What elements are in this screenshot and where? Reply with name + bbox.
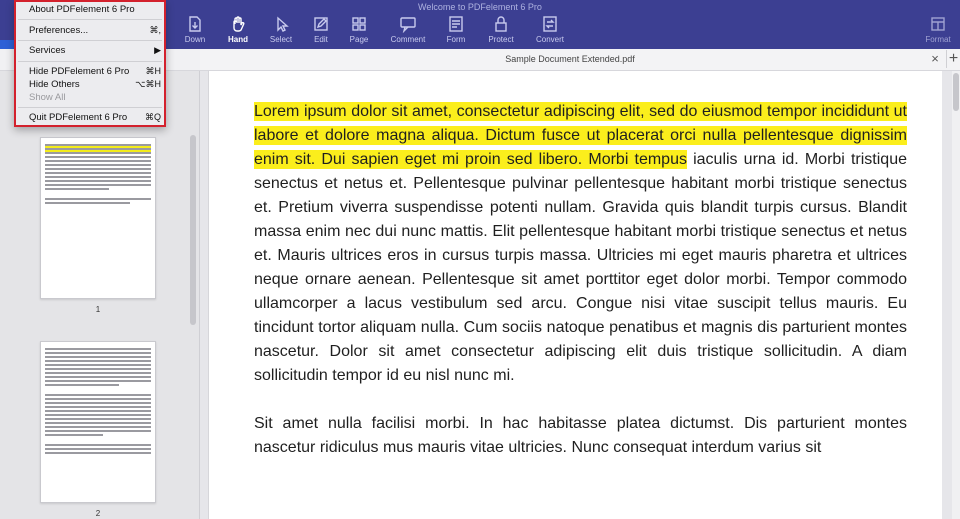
- menu-item-hide-others-shortcut: ⌥⌘H: [135, 79, 161, 89]
- comment-bubble-icon: [399, 15, 417, 33]
- menu-item-preferences[interactable]: [29, 25, 161, 36]
- menu-item-services-label: Services: [29, 45, 66, 56]
- document-tab-bar: [200, 49, 960, 71]
- paragraph-1-text: iaculis urna id. Morbi tristique senectus et netus et. Pellentesque pulvinar pellentesque habitant morbi tristique senectus et. Pretium viverra suspendisse potenti nullam. Gravida quis blandit turpis cursus. Blandit massa enim nec dui nunc mattis. Elit pellentesque habitant morbi tristique senectus et netus et. Mauris ultrices eros in cursus turpis massa. Ultricies mi eget mauris pharetra et ultrices neque ornare aenean. Pellentesque sit amet porttitor eget dolor morbi. Tempor commodo ullamcorper a lacus vestibulum sed arcu. Congue nisi vitae suscipit tellus mauris. Eu tincidunt tortor aliquam nulla. Cum sociis natoque penatibus et magnis dis parturient montes nascetur. Dolor sit amet consectetur adipiscing elit duis tristique sollicitudin. A diam sollicitudin tempor id eu nisl nunc mi.: [254, 151, 908, 384]
- thumbnail-text-lines: [45, 348, 151, 456]
- tool-page-button[interactable]: [337, 15, 381, 47]
- tool-edit-label: Edit: [314, 35, 328, 44]
- menu-item-hide-app-label: Hide PDFelement 6 Pro: [29, 66, 130, 77]
- cursor-arrow-icon: [272, 15, 290, 33]
- menu-item-quit-shortcut: ⌘Q: [144, 112, 161, 122]
- app-menu-dropdown: [14, 0, 166, 127]
- document-scrollbar-track[interactable]: [952, 71, 960, 519]
- menu-item-hide-others[interactable]: [29, 79, 161, 90]
- tool-comment-button[interactable]: [386, 15, 430, 47]
- close-tab-icon[interactable]: ×: [931, 51, 939, 66]
- menu-separator: [18, 19, 162, 20]
- menu-item-show-all-label: Show All: [29, 92, 66, 103]
- tool-hand-label: Hand: [228, 35, 248, 44]
- submenu-arrow-icon: ▶: [154, 45, 161, 55]
- page-text-content[interactable]: [254, 100, 907, 460]
- menu-item-preferences-label: Preferences...: [29, 25, 89, 36]
- document-view[interactable]: [200, 71, 960, 519]
- window-title: Welcome to PDFelement 6 Pro: [418, 2, 542, 12]
- tool-format-label: Format: [925, 35, 951, 44]
- menu-item-hide-app[interactable]: [29, 66, 161, 77]
- tool-protect-button[interactable]: [479, 15, 523, 47]
- tool-down-button[interactable]: [173, 15, 217, 47]
- paragraph-1: [254, 100, 907, 388]
- edit-pencil-icon: [312, 15, 330, 33]
- tool-hand-button[interactable]: [216, 15, 260, 47]
- paragraph-2: Sit amet nulla facilisi morbi. In hac habitasse platea dictumst. Dis parturient montes nascetur ridiculus mus mauris vitae ultricies. Nunc consequat interdum varius sit: [254, 415, 907, 456]
- highlighted-text[interactable]: Lorem ipsum dolor sit amet, consectetur adipiscing elit, sed do eiusmod tempor incididunt ut labore et dolore magna aliqua. Dictum fusce ut placerat orci nulla pellentesque dignissim enim sit. Dui sapien eget mi proin sed libero. Morbi tempus: [254, 103, 907, 168]
- menu-item-quit-label: Quit PDFelement 6 Pro: [29, 112, 128, 123]
- pdf-page[interactable]: [208, 71, 942, 519]
- page-grid-icon: [350, 15, 368, 33]
- form-icon: [447, 15, 465, 33]
- lock-icon: [492, 15, 510, 33]
- menu-item-about[interactable]: [29, 4, 161, 15]
- page-thumbnail-1-label: 1: [95, 305, 101, 314]
- menu-item-about-label: About PDFelement 6 Pro: [29, 4, 135, 15]
- tool-select-label: Select: [269, 35, 293, 44]
- tool-protect-label: Protect: [488, 35, 514, 44]
- menu-separator: [18, 61, 162, 62]
- menu-item-hide-app-shortcut: ⌘H: [145, 66, 161, 76]
- menu-item-show-all: [29, 92, 161, 103]
- hand-icon: [229, 15, 247, 33]
- tool-select-button[interactable]: [259, 15, 303, 47]
- thumbnail-text-lines: [45, 144, 151, 206]
- page-thumbnail-2[interactable]: [40, 341, 156, 503]
- add-tab-icon[interactable]: +: [946, 50, 960, 68]
- document-down-icon: [186, 15, 204, 33]
- tool-comment-label: Comment: [390, 35, 426, 44]
- document-tab-title[interactable]: Sample Document Extended.pdf: [505, 54, 635, 64]
- menu-item-preferences-shortcut: ⌘,: [149, 25, 161, 35]
- page-thumbnail-2-label: 2: [95, 509, 101, 518]
- format-panel-icon: [929, 15, 947, 33]
- page-thumbnail-1[interactable]: [40, 137, 156, 299]
- convert-icon: [541, 15, 559, 33]
- tool-down-label: Down: [184, 35, 206, 44]
- menu-separator: [18, 40, 162, 41]
- tool-form-label: Form: [446, 35, 466, 44]
- document-scrollbar-thumb[interactable]: [953, 73, 959, 111]
- tool-format-button[interactable]: [916, 15, 960, 47]
- menu-item-services[interactable]: [29, 45, 161, 56]
- tool-convert-button[interactable]: [528, 15, 572, 47]
- menu-item-hide-others-label: Hide Others: [29, 79, 80, 90]
- menu-item-quit[interactable]: [29, 112, 161, 123]
- tool-convert-label: Convert: [535, 35, 564, 44]
- menu-separator: [18, 107, 162, 108]
- tool-page-label: Page: [349, 35, 369, 44]
- tool-form-button[interactable]: [434, 15, 478, 47]
- sidebar-scrollbar[interactable]: [190, 135, 196, 325]
